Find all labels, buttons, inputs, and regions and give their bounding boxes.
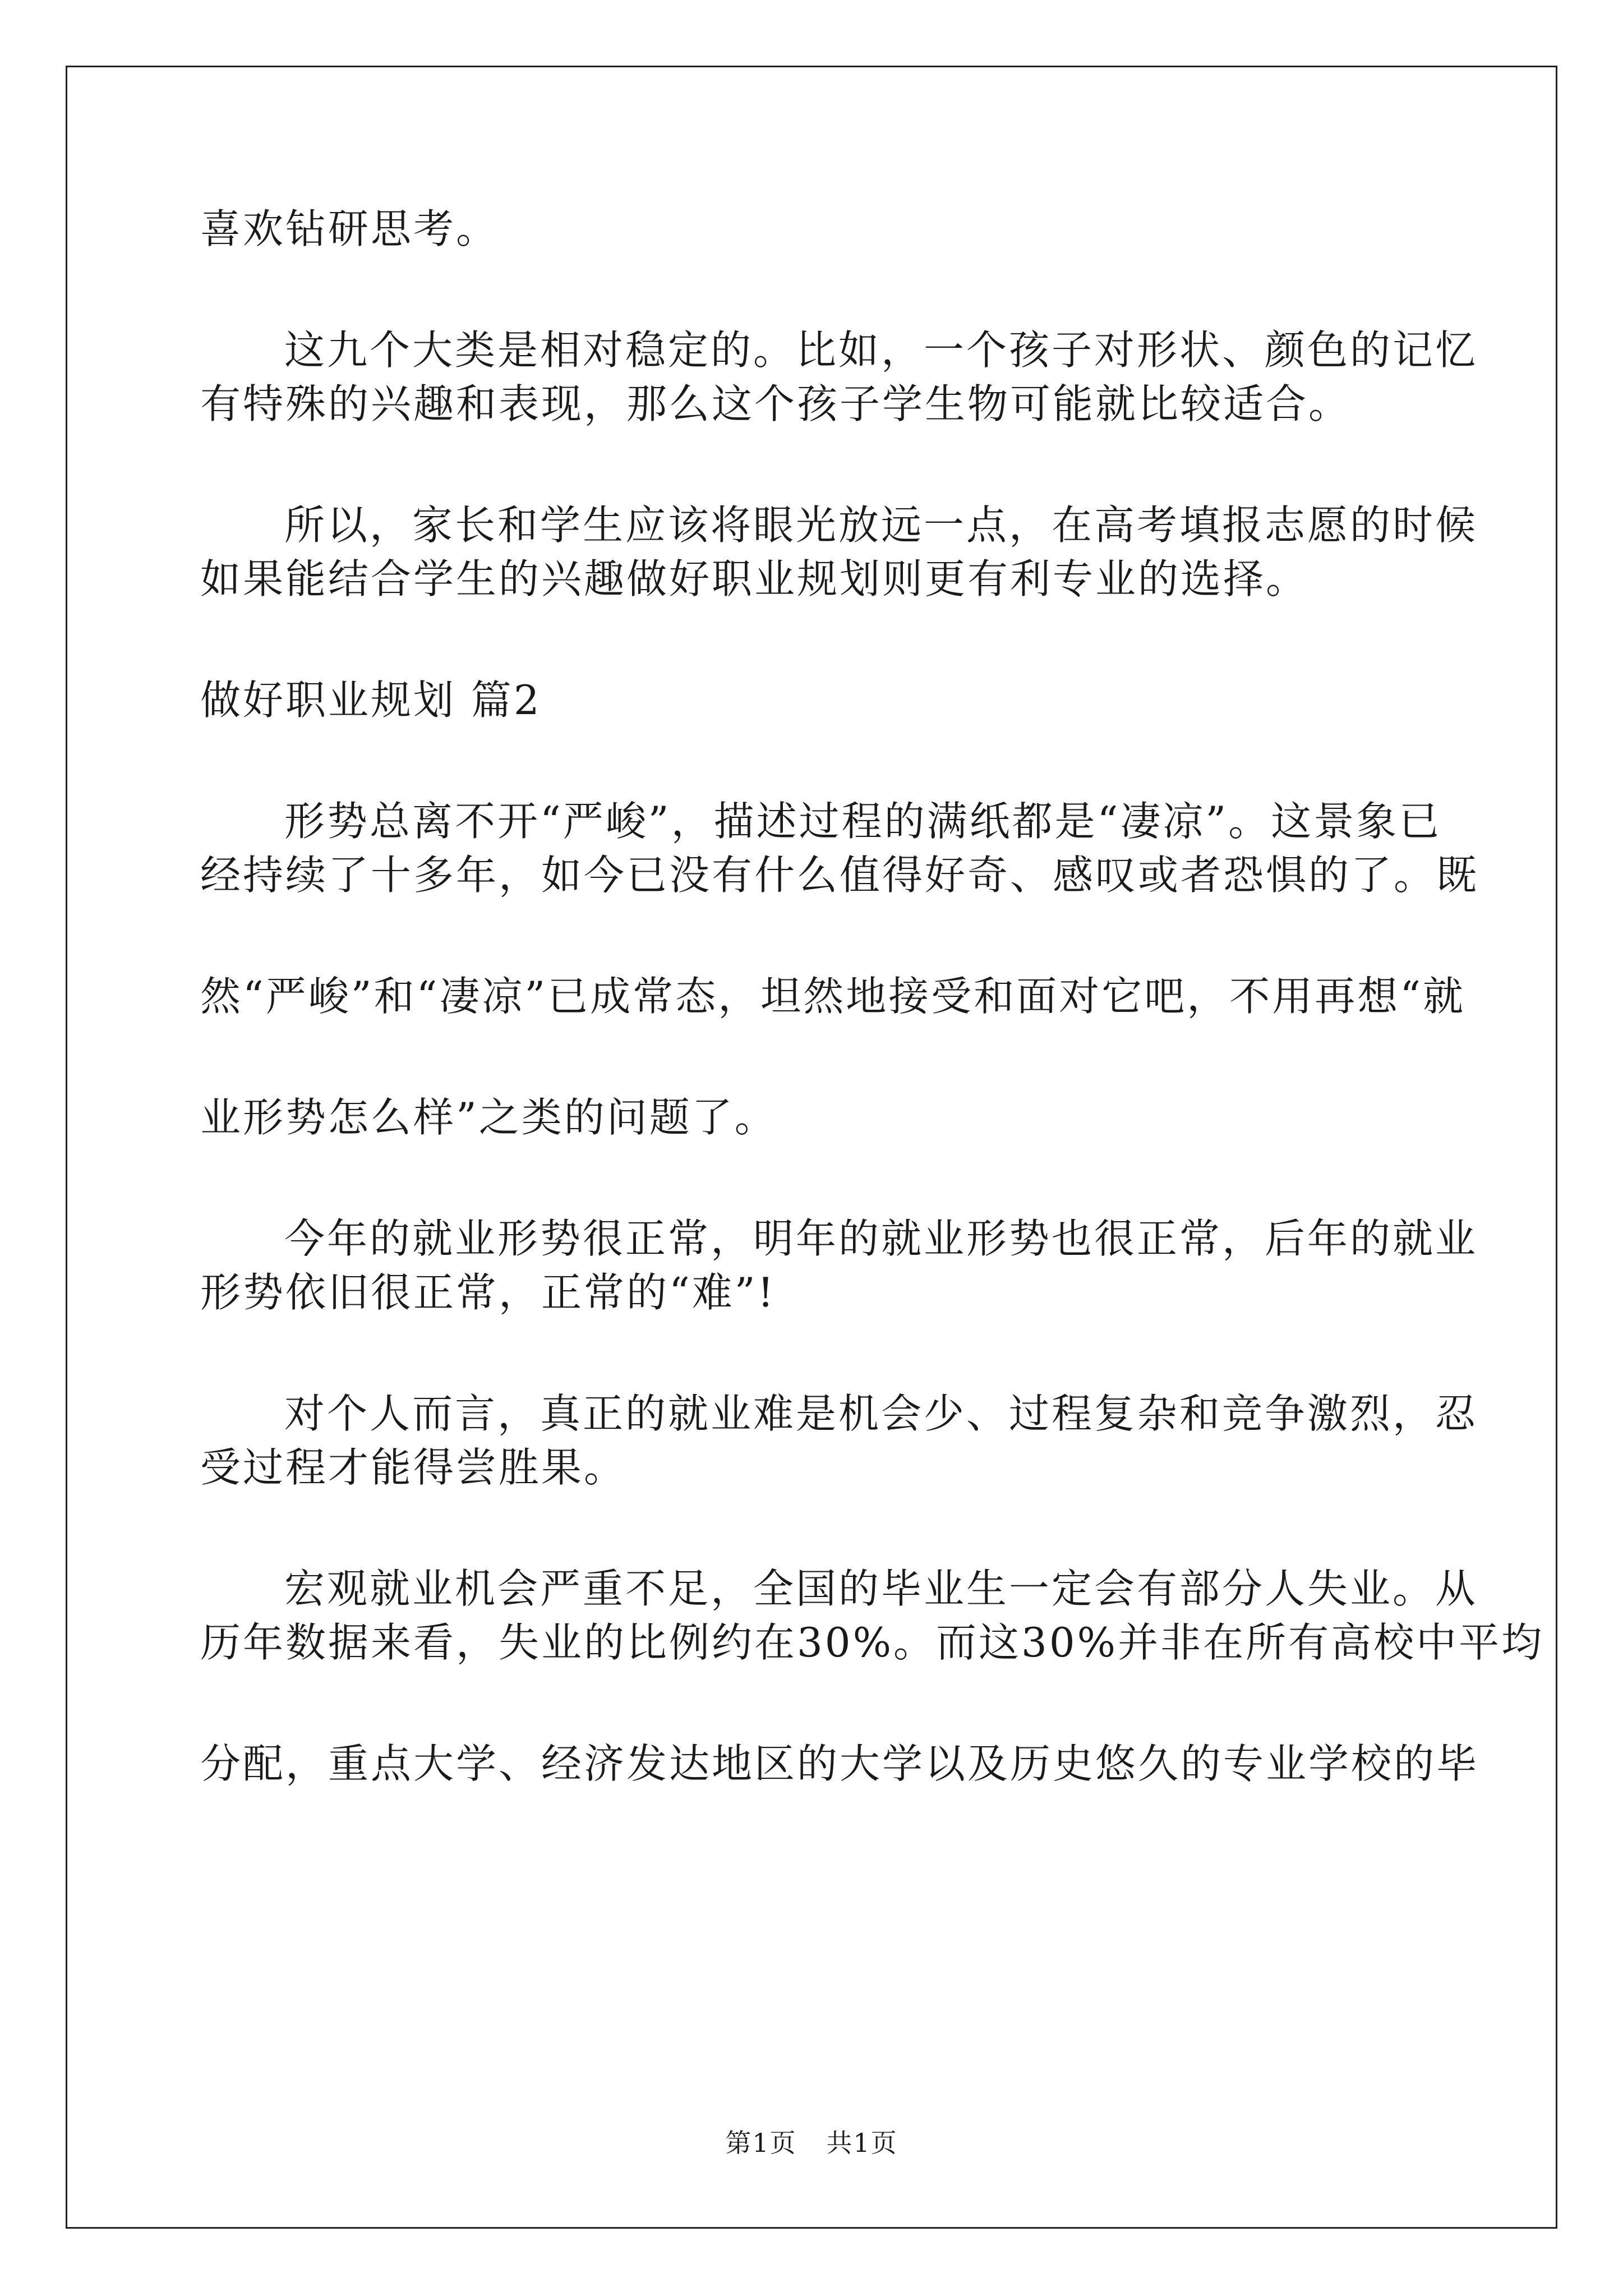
paragraph-line: 受过程才能得尝胜果。 [200, 1444, 627, 1491]
paragraph-line: 形势总离不开“严峻”，描述过程的满纸都是“凄凉”。这景象已 [284, 798, 1442, 845]
paragraph-line: 所以，家长和学生应该将眼光放远一点，在高考填报志愿的时候 [284, 501, 1478, 549]
paragraph-line: 形势依旧很正常，正常的“难”! [200, 1269, 776, 1316]
page-number: 第1页 [725, 2128, 797, 2158]
page-total: 共1页 [826, 2128, 898, 2158]
paragraph-line: 经持续了十多年，如今已没有什么值得好奇、感叹或者恐惧的了。既 [200, 852, 1479, 899]
paragraph-line: 如果能结合学生的兴趣做好职业规划则更有利专业的选择。 [200, 555, 1309, 602]
paragraph-line: 宏观就业机会严重不足，全国的毕业生一定会有部分人失业。从 [284, 1565, 1478, 1612]
paragraph-line: 对个人而言，真正的就业难是机会少、过程复杂和竞争激烈，忍 [284, 1390, 1478, 1437]
paragraph-line: 业形势怎么样”之类的问题了。 [200, 1094, 777, 1141]
paragraph-line: 然“严峻”和“凄凉”已成常态，坦然地接受和面对它吧，不用再想“就 [200, 973, 1466, 1020]
section-heading: 做好职业规划 篇2 [200, 677, 542, 724]
paragraph-line: 有特殊的兴趣和表现，那么这个孩子学生物可能就比较适合。 [200, 380, 1352, 427]
paragraph-line: 今年的就业形势很正常，明年的就业形势也很正常，后年的就业 [284, 1215, 1478, 1262]
paragraph-line: 这九个大类是相对稳定的。比如，一个孩子对形状、颜色的记忆 [284, 326, 1478, 374]
paragraph-line: 分配，重点大学、经济发达地区的大学以及历史悠久的专业学校的毕 [200, 1740, 1479, 1787]
document-body [200, 202, 1544, 1791]
paragraph-line: 喜欢钻研思考。 [200, 205, 499, 252]
page-footer [0, 2126, 1623, 2160]
paragraph-line: 历年数据来看，失业的比例约在30%。而这30%并非在所有高校中平均 [200, 1619, 1544, 1666]
